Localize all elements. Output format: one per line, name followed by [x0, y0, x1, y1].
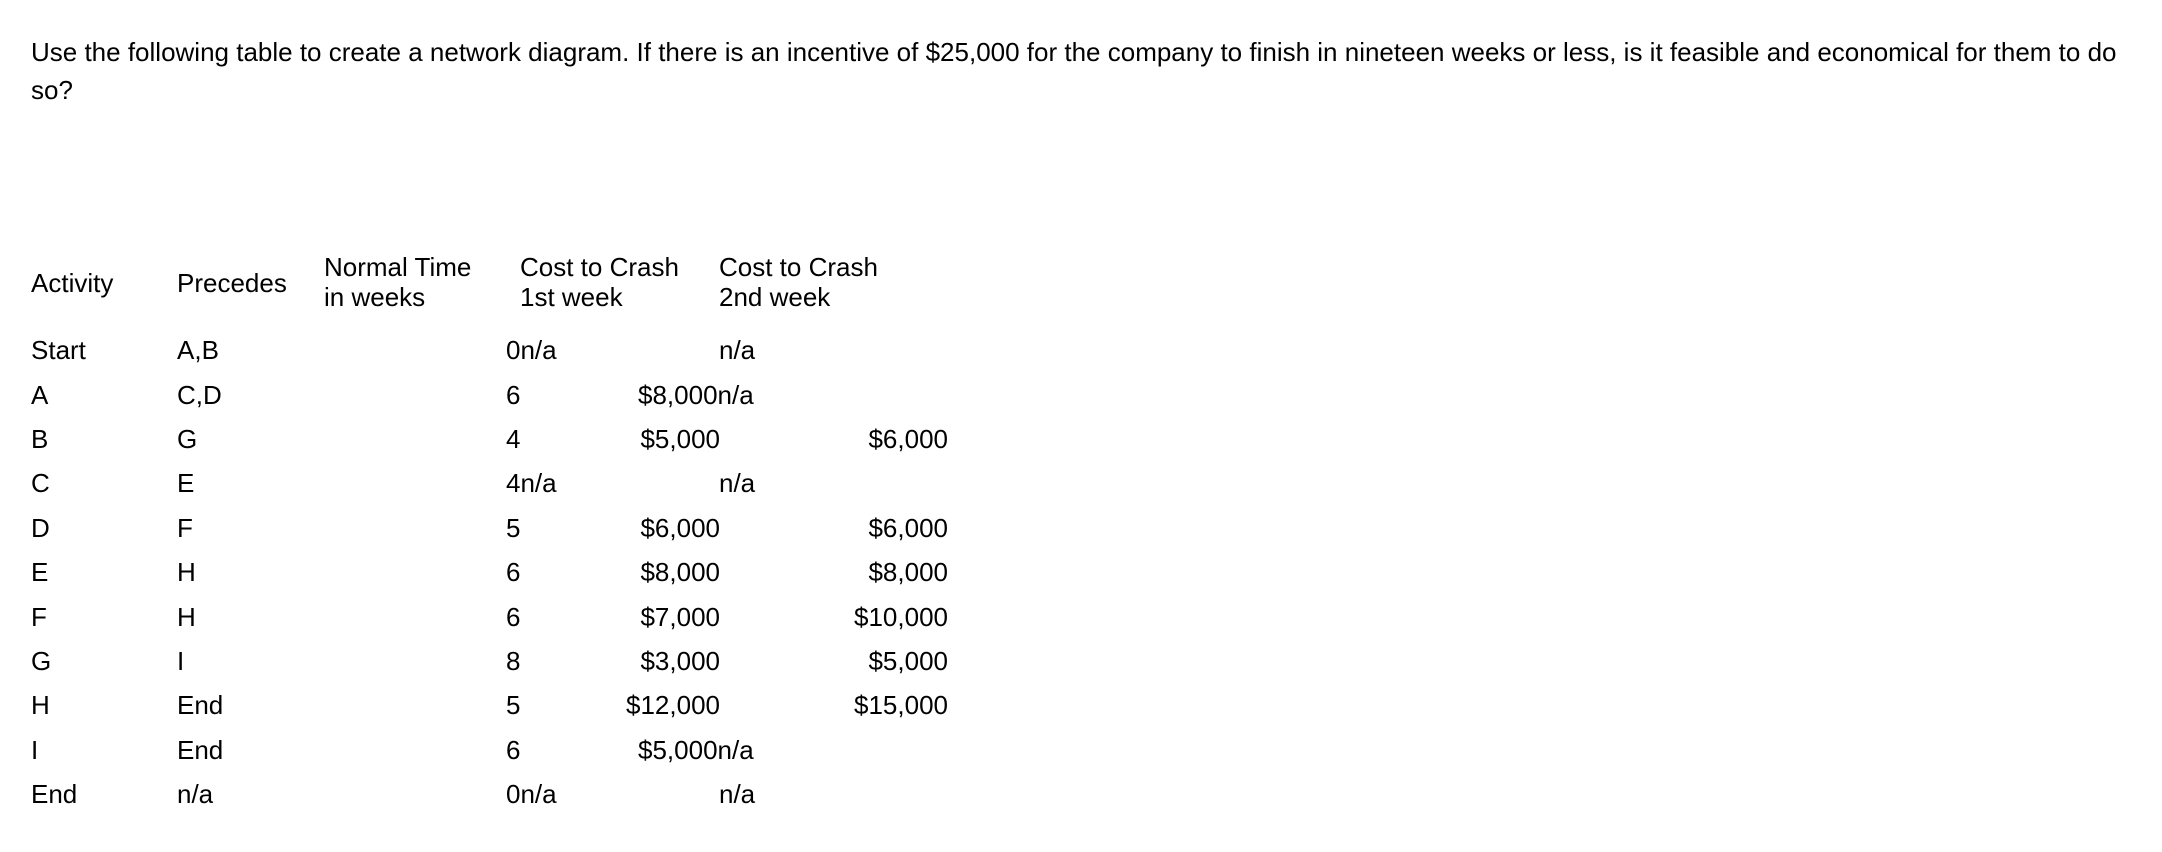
cell-activity: End	[31, 779, 78, 809]
header-crash1-line1: Cost to Crash	[520, 252, 679, 282]
header-crash-1st-week	[520, 252, 679, 312]
cell-precedes: n/a	[177, 779, 214, 809]
cell-activity: H	[31, 690, 50, 720]
cell-activity: B	[31, 424, 49, 454]
cell-crash-2nd-amount: $8,000	[868, 557, 948, 587]
cell-precedes: A,B	[177, 335, 219, 365]
cell-precedes: F	[177, 513, 193, 543]
cell-activity: G	[31, 646, 52, 676]
header-crash1-line2: 1st week	[520, 282, 623, 312]
cell-normal-time: 0n/a	[506, 779, 557, 809]
header-crash2-line2: 2nd week	[719, 282, 831, 312]
cell-crash-1st: $5,000n/a	[638, 735, 754, 765]
cell-precedes: H	[177, 602, 196, 632]
cell-activity: E	[31, 557, 49, 587]
cell-normal-time: 6	[506, 557, 521, 587]
cell-precedes: C,D	[177, 380, 222, 410]
header-crash2-line1: Cost to Crash	[719, 252, 878, 282]
cell-crash-2nd: n/a	[719, 335, 756, 365]
cell-crash-2nd-amount: $15,000	[854, 690, 948, 720]
cell-crash-2nd: n/a	[719, 779, 756, 809]
cell-activity: I	[31, 735, 39, 765]
cell-precedes: I	[177, 646, 185, 676]
cell-crash-2nd-amount: $6,000	[868, 513, 948, 543]
cell-normal-time: 8	[506, 646, 521, 676]
header-crash-2nd-week	[719, 252, 878, 312]
cell-crash-1st: $12,000	[626, 690, 720, 720]
cell-crash-2nd-amount: $6,000	[868, 424, 948, 454]
header-normal-time-line2: in weeks	[324, 282, 426, 312]
header-normal-time	[324, 252, 471, 312]
cell-normal-time: 6	[506, 602, 521, 632]
cell-activity: F	[31, 602, 47, 632]
cell-crash-2nd-amount: $5,000	[868, 646, 948, 676]
cell-activity: A	[31, 380, 49, 410]
header-activity: Activity	[31, 268, 114, 298]
cell-normal-time: 0n/a	[506, 335, 557, 365]
cell-normal-time: 5	[506, 690, 521, 720]
cell-crash-1st: $8,000	[640, 557, 720, 587]
cell-crash-1st: $8,000n/a	[638, 380, 754, 410]
cell-crash-1st: $5,000	[640, 424, 720, 454]
cell-precedes: End	[177, 690, 224, 720]
cell-crash-1st: $6,000	[640, 513, 720, 543]
header-precedes: Precedes	[177, 268, 287, 298]
cell-activity: Start	[31, 335, 86, 365]
cell-crash-2nd: n/a	[719, 468, 756, 498]
cell-precedes: End	[177, 735, 224, 765]
cell-activity: D	[31, 513, 50, 543]
cell-normal-time: 6	[506, 735, 521, 765]
cell-crash-1st: $3,000	[640, 646, 720, 676]
cell-precedes: E	[177, 468, 195, 498]
cell-activity: C	[31, 468, 50, 498]
cell-precedes: G	[177, 424, 198, 454]
question-text: Use the following table to create a network diagram. If there is an incentive of $25,000 for the company to finish in nineteen weeks or less, is it feasible and economical for them to do so?	[31, 37, 2117, 105]
cell-crash-1st: $7,000	[640, 602, 720, 632]
cell-crash-2nd-amount: $10,000	[854, 602, 948, 632]
cell-normal-time: 5	[506, 513, 521, 543]
header-normal-time-line1: Normal Time	[324, 252, 472, 282]
cell-normal-time: 6	[506, 380, 521, 410]
cell-normal-time: 4n/a	[506, 468, 557, 498]
cell-precedes: H	[177, 557, 196, 587]
cell-normal-time: 4	[506, 424, 521, 454]
